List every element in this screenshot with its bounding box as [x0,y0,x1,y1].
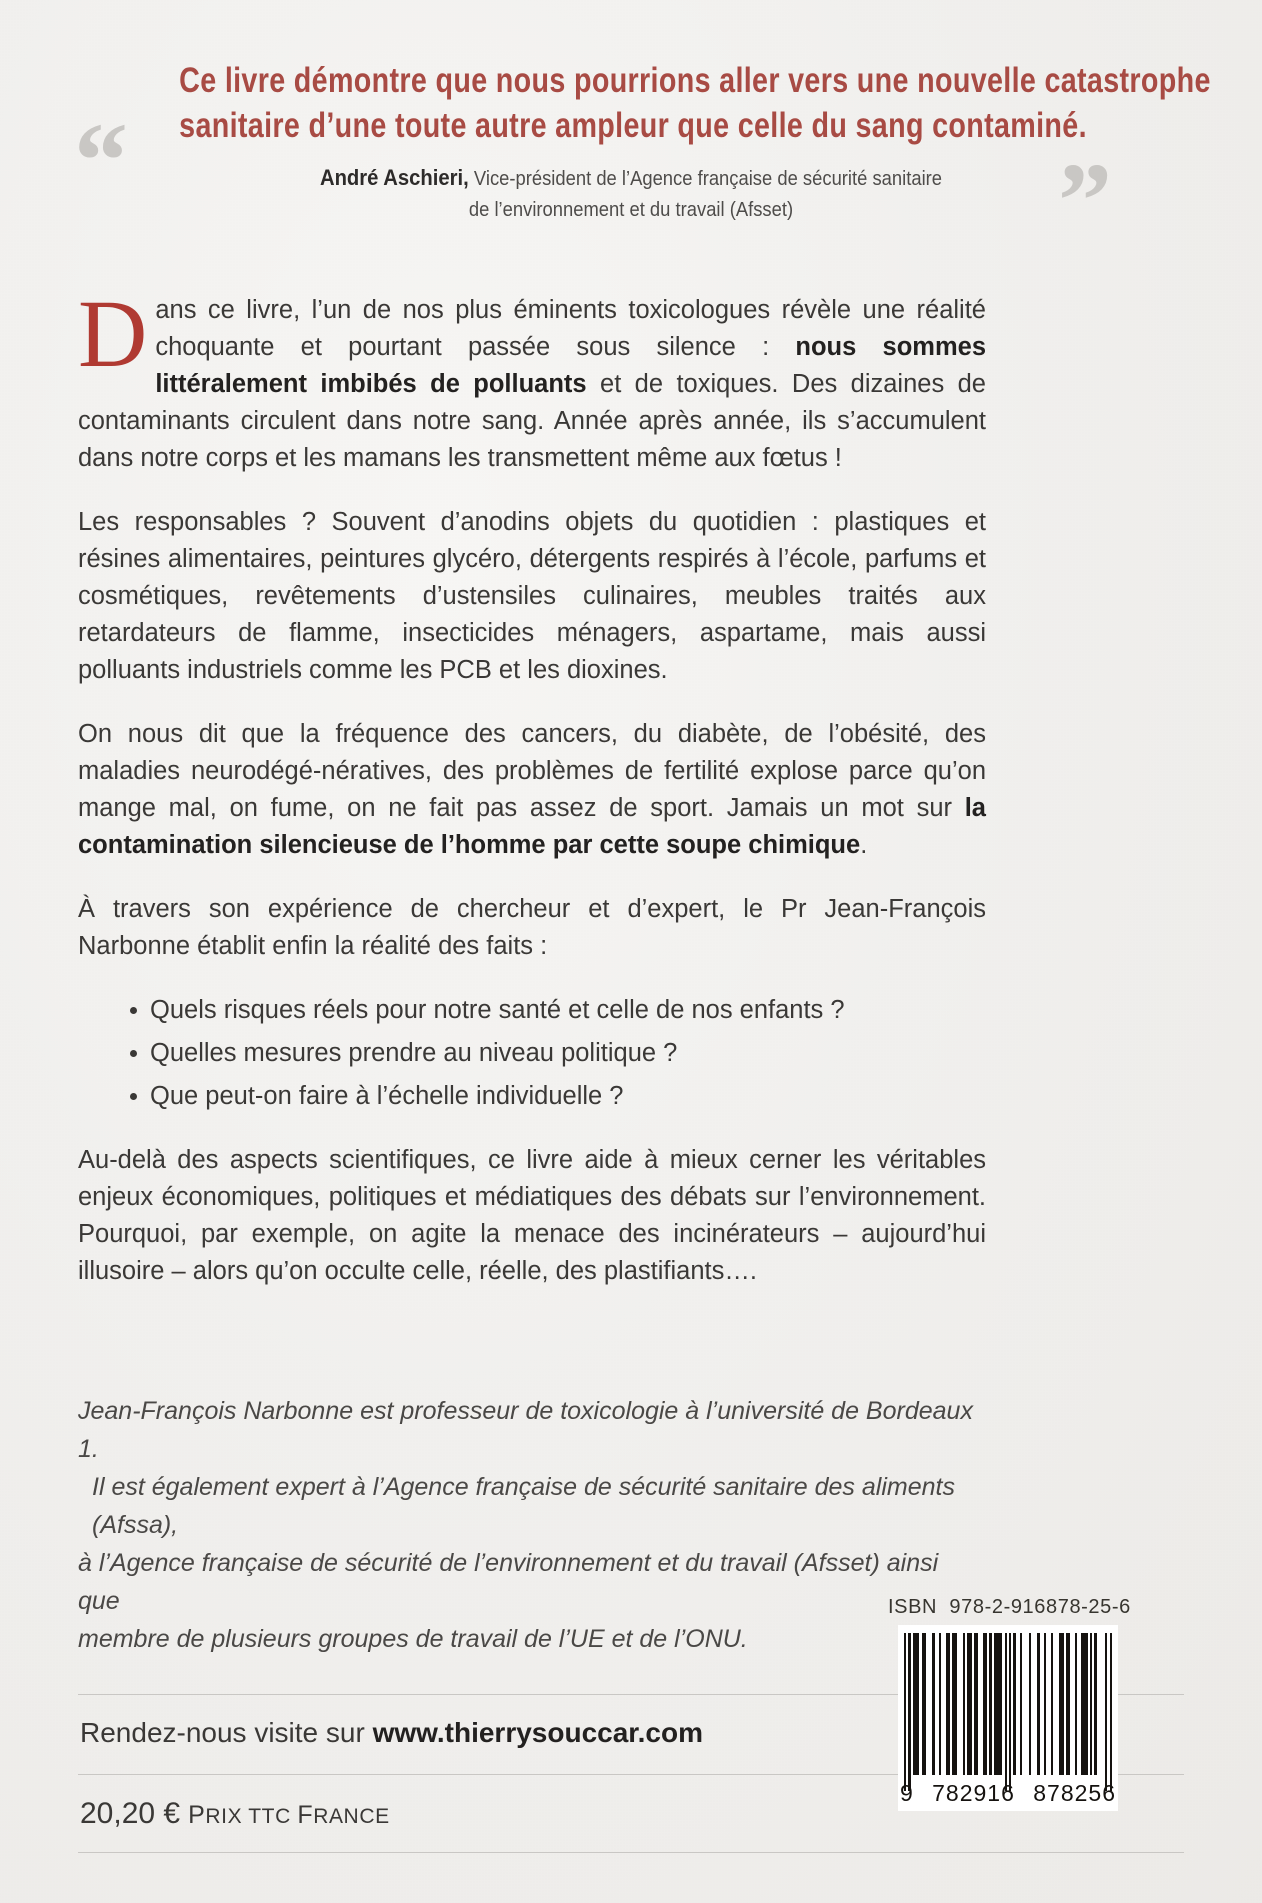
paragraph-1-part-a: ans ce livre, l’un de nos plus éminents toxicologues révèle une réalité choquante et pourtant passée sous silence : [155,296,986,361]
bio-line-2: Il est également expert à l’Agence française de sécurité sanitaire des aliments (Afssa), [92,1473,955,1539]
divider-bottom [78,1852,1184,1853]
paragraph-3-part-b: . [860,831,868,859]
price-value: 20,20 € [80,1797,181,1830]
list-item: Quels risques réels pour notre santé et celle de nos enfants ? [130,992,986,1029]
bio-line-4: membre de plusieurs groupes de travail de l’UE et de l’ONU. [78,1625,748,1653]
drop-cap: D [78,280,148,387]
price-note-ttc: TTC [248,1805,298,1828]
price-note-rance: RANCE [313,1805,390,1828]
attribution-role-2: de l’environnement et du travail (Afsset) [468,199,794,221]
blurb-text [78,280,986,1290]
paragraph-1-part-b: et de toxiques. Des dizaines de contaminants circulent dans notre sang. Année après année, ils s’accumulent dans notre corps et les mamans les transmettent même aux fœtus ! [78,370,986,472]
publisher-website-line [80,1716,703,1750]
isbn-block [888,1596,1140,1811]
barcode-bars [904,1633,1112,1775]
attribution-role-1: Vice-président de l’Agence française de sécurité sanitaire [468,168,943,190]
price-note-rix: RIX [205,1805,249,1828]
quote-attribution [0,162,1262,226]
visit-prefix: Rendez-nous visite sur [80,1717,373,1748]
open-quote-mark: “ [74,102,128,221]
isbn-text [888,1596,1140,1619]
isbn-label: ISBN [888,1596,938,1618]
quote-text [114,58,1211,148]
quote-line-1: Ce livre démontre que nous pourrions aller vers une nouvelle catastrophe [179,61,1211,100]
price-note [188,1801,390,1829]
pull-quote [0,58,1262,261]
paragraph-1-bold: nous sommes littéralement imbibés de polluants [155,333,986,398]
list-item: Que peut-on faire à l’échelle individuelle ? [130,1078,986,1115]
attribution-line-1 [50,162,1211,195]
barcode-digits [898,1780,1118,1807]
close-quote-mark: ” [1058,142,1112,261]
paragraph-4: À travers son expérience de chercheur et d’expert, le Pr Jean-François Narbonne établit enfin la réalité des faits : [78,895,986,960]
paragraph-1 [78,280,986,477]
price-line [80,1796,390,1835]
publisher-url[interactable]: www.thierrysouccar.com [372,1717,703,1748]
paragraph-2: Les responsables ? Souvent d’anodins objets du quotidien : plastiques et résines alimentaires, peintures glycéro, détergents respirés à l’école, parfums et cosmétiques, revêtements d’ustensiles culinaires, meubles traités aux retardateurs de flamme, insecticides ménagers, aspartame, mais aussi polluants industriels comme les PCB et les dioxines. [78,508,986,684]
price-note-cap-p: P [188,1801,206,1829]
barcode [898,1625,1118,1811]
attribution-name: André Aschieri, [319,165,469,190]
quote-line-2: sanitaire d’une toute autre ampleur que celle du sang contaminé. [179,106,1087,145]
barcode-digits-group-2: 878256 [1033,1780,1116,1806]
bio-line-3: à l’Agence française de sécurité de l’environnement et du travail (Afsset) ainsi que [78,1549,939,1615]
paragraph-3-part-a: On nous dit que la fréquence des cancers, du diabète, de l’obésité, des maladies neurodégé-nératives, des problèmes de fertilité explose parce qu’on mange mal, on fume, on ne fait pas assez de sport. Jamais un mot sur [78,720,986,822]
paragraph-3 [78,716,986,864]
author-bio [78,1392,986,1658]
price-note-cap-f: F [297,1801,314,1829]
bio-line-1: Jean-François Narbonne est professeur de toxicologie à l’université de Bordeaux 1. [78,1397,973,1463]
question-list [78,992,986,1115]
barcode-digits-group-1: 782916 [932,1780,1015,1806]
barcode-digit-left: 9 [900,1780,914,1806]
list-item: Quelles mesures prendre au niveau politique ? [130,1035,986,1072]
paragraph-3-bold: la contamination silencieuse de l’homme par cette soupe chimique [78,794,986,859]
isbn-number: 978-2-916878-25-6 [949,1596,1131,1618]
paragraph-5: Au-delà des aspects scientifiques, ce livre aide à mieux cerner les véritables enjeux économiques, politiques et médiatiques des débats sur l’environnement. Pourquoi, par exemple, on agite la menace des incinérateurs – aujourd’hui illusoire – alors qu’on occulte celle, réelle, des plastifiants…. [78,1146,986,1285]
